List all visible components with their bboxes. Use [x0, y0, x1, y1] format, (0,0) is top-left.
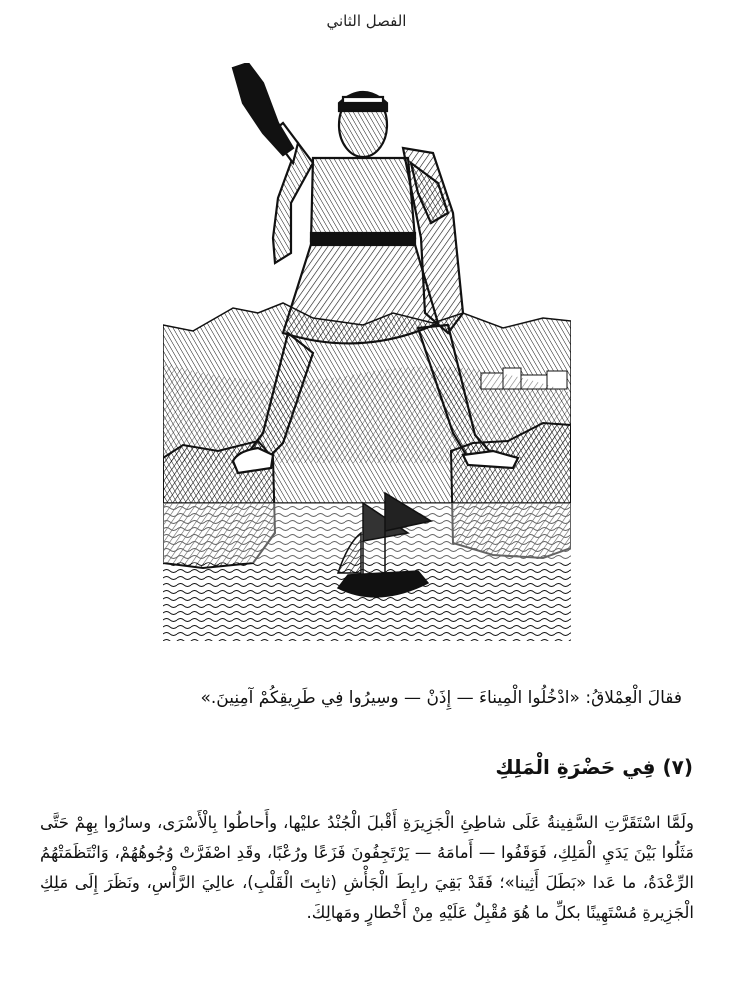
giant-illustration — [163, 63, 571, 641]
illustration-caption: فقالَ الْعِمْلاقُ: «ادْخُلُوا الْمِيناءَ — إِذَنْ — وسِيرُوا فِي طَرِيقِكُمْ آمِنِينَ.» — [200, 688, 682, 708]
running-header: الفصل الثاني — [326, 12, 407, 30]
body-paragraph: ولَمَّا اسْتَقَرَّتِ السَّفِينةُ عَلَى شاطِئِ الْجَزِيرَةِ أَقْبلَ الْجُنْدُ عليْها، وأَحاطُوا بِالْأَسْرَى، وسارُوا بِهِمْ حَتَّى مَثَلُوا بَيْنَ يَدَيِ الْمَلِكِ، فَوَقَفُوا — أَمامَهُ — يَرْتَجِفُونَ فَزَعًا ورُعْبًا، وقَدِ اصْفَرَّتْ وُجُوهُهُمْ، وَانْتَظَمَتْهُمُ الرِّعْدَةُ، ما عَدا «بَطَلَ أَثِينا»؛ فَقَدْ بَقِيَ رابِطَ الْجَأْشِ (ثابِتَ الْقَلْبِ)، عالِيَ الرَّأْسِ، ونَظَرَ إِلَى مَلِكِ الْجَزِيرةِ مُسْتَهِينًا بكلِّ ما هُوَ مُقْبِلٌ عَلَيْهِ مِنْ أَخْطارٍ ومَهالِكَ. — [40, 813, 694, 922]
section-heading: (٧) فِي حَضْرَةِ الْمَلِكِ — [495, 755, 693, 779]
